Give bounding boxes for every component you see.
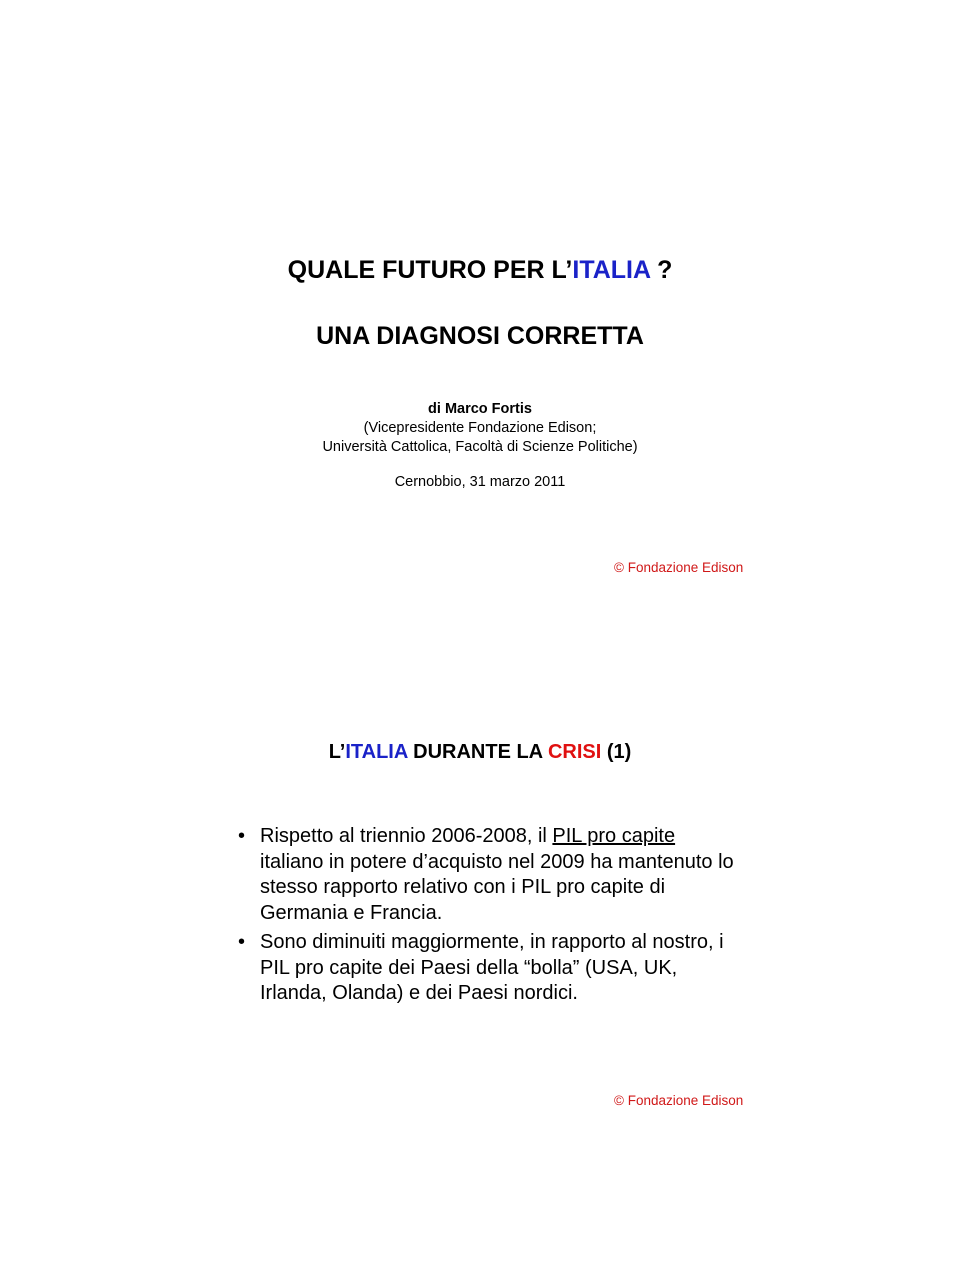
bullet-1-text-end: italiano in potere d’acquisto nel 2009 ha mantenuto lo stesso rapporto relativo con i PIL pro capite di Germania e Francia.: [260, 850, 734, 924]
author-block: [0, 400, 960, 457]
slide-1-title: [0, 255, 960, 285]
copyright-notice: © Fondazione Edison: [614, 1093, 744, 1108]
title-middle: DURANTE LA: [407, 741, 548, 763]
title-italia: ITALIA: [345, 741, 408, 763]
slide-2-title: [0, 739, 960, 765]
bullet-list: [236, 824, 736, 1011]
bullet-item-1: [236, 824, 736, 926]
bullet-dot: •: [238, 931, 246, 953]
title-highlight-italia: ITALIA: [572, 256, 651, 284]
title-prefix: L’: [328, 741, 346, 763]
bullet-item-2: [236, 930, 736, 1007]
title-suffix: (1): [601, 741, 632, 763]
affiliation-line-2: Università Cattolica, Facoltà di Scienze Politiche): [322, 439, 638, 455]
title-crisi: CRISI: [547, 741, 602, 763]
title-prefix: QUALE FUTURO PER L’: [287, 256, 573, 284]
slide-1-subtitle: UNA DIAGNOSI CORRETTA: [316, 322, 644, 350]
presentation-date: Cernobbio, 31 marzo 2011: [394, 474, 566, 490]
title-suffix: ?: [650, 256, 673, 284]
bullet-1-text-start: Rispetto al triennio 2006-2008, il: [260, 825, 553, 847]
copyright-notice: © Fondazione Edison: [614, 560, 744, 575]
bullet-dot: •: [238, 825, 246, 847]
content-slide: [0, 640, 960, 1280]
affiliation-line-1: (Vicepresidente Fondazione Edison;: [363, 420, 597, 436]
bullet-2-text: Sono diminuiti maggiormente, in rapporto al nostro, i PIL pro capite dei Paesi della “bolla” (USA, UK, Irlanda, Olanda) e dei Paesi nordici.: [260, 931, 724, 1004]
bullet-1-underlined-term: PIL pro capite: [552, 825, 676, 847]
author-name: di Marco Fortis: [428, 401, 532, 417]
